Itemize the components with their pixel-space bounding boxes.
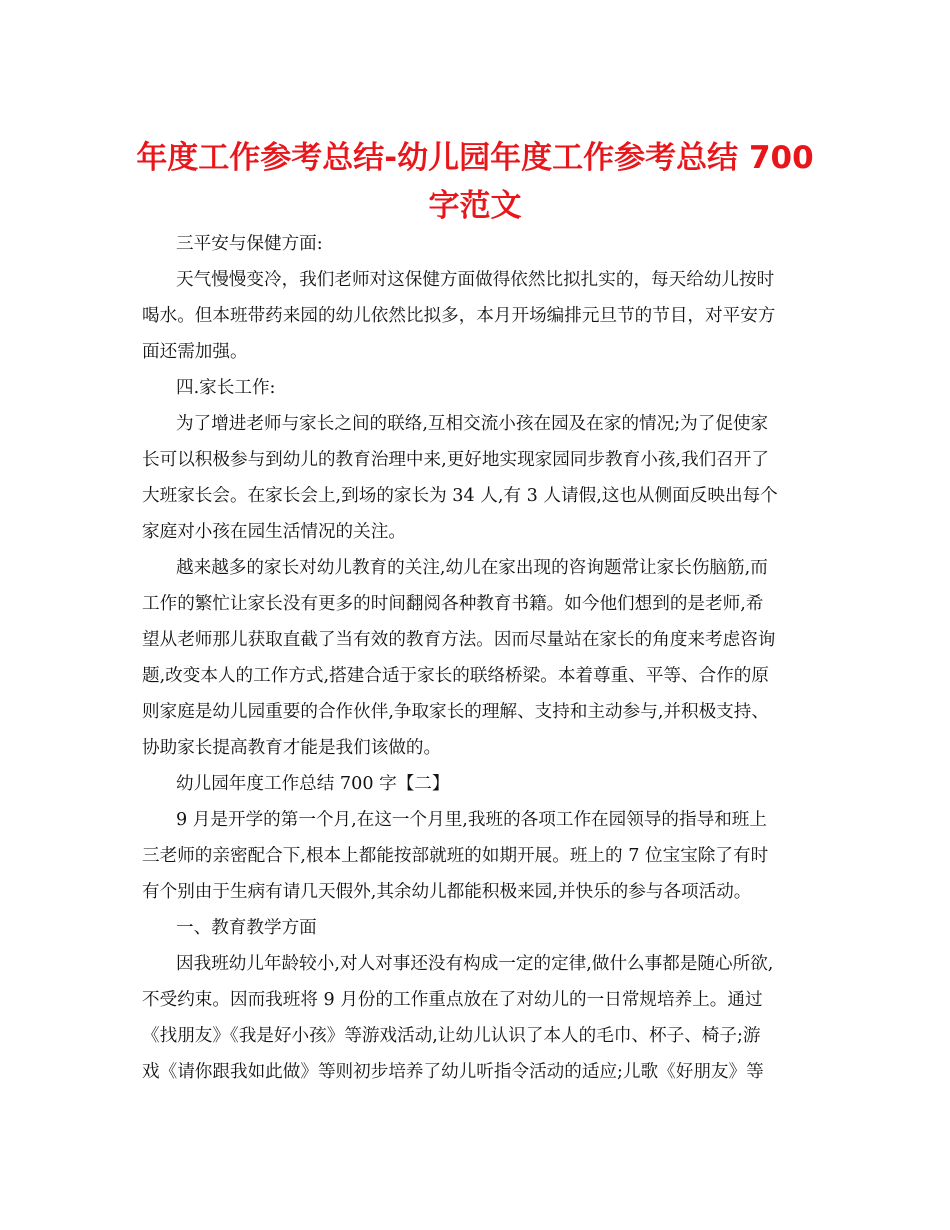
paragraph-line: 题,改变本人的工作方式,搭建合适于家长的联络桥梁。本着尊重、平等、合作的原 xyxy=(142,666,769,686)
paragraph-line: 《找朋友》《我是好小孩》等游戏活动,让幼儿认识了本人的毛巾、杯子、椅子;游 xyxy=(142,1026,761,1046)
paragraph-line: 工作的繁忙让家长没有更多的时间翻阅各种教育书籍。如今他们想到的是老师,希 xyxy=(142,594,764,614)
paragraph-line: 面还需加强。 xyxy=(142,342,248,362)
paragraph-line: 天气慢慢变冷，我们老师对这保健方面做得依然比拟扎实的，每天给幼儿按时 xyxy=(176,270,775,290)
paragraph-line: 家庭对小孩在园生活情况的关注。 xyxy=(142,522,406,542)
paragraph-line: 为了增进老师与家长之间的联络,互相交流小孩在园及在家的情况;为了促使家 xyxy=(176,414,769,434)
heading-parent-work: 四.家长工作: xyxy=(176,378,276,398)
document-title-line-2: 字范文 xyxy=(428,188,522,224)
paragraph-line: 喝水。但本班带药来园的幼儿依然比拟多，本月开场编排元旦节的节目，对平安方 xyxy=(142,306,776,326)
paragraph-line: 则家庭是幼儿园重要的合作伙伴,争取家长的理解、支持和主动参与,并积极支持、 xyxy=(142,702,769,722)
heading-safety-health: 三平安与保健方面: xyxy=(176,234,323,254)
paragraph-line: 不受约束。因而我班将 9 月份的工作重点放在了对幼儿的一日常规培养上。通过 xyxy=(142,990,763,1010)
paragraph-line: 三老师的亲密配合下,根本上都能按部就班的如期开展。班上的 7 位宝宝除了有时 xyxy=(142,846,769,866)
paragraph-line: 戏《请你跟我如此做》等则初步培养了幼儿听指令活动的适应;儿歌《好朋友》等 xyxy=(142,1062,764,1082)
paragraph-line: 大班家长会。在家长会上,到场的家长为 34 人,有 3 人请假,这也从侧面反映出每个 xyxy=(142,486,778,506)
paragraph-line: 9 月是开学的第一个月,在这一个月里,我班的各项工作在园领导的指导和班上 xyxy=(176,810,767,830)
paragraph-line: 越来越多的家长对幼儿教育的关注,幼儿在家出现的咨询题常让家长伤脑筋,而 xyxy=(176,558,768,578)
paragraph-line: 长可以积极参与到幼儿的教育治理中来,更好地实现家园同步教育小孩,我们召开了 xyxy=(142,450,769,470)
document-title-line-1: 年度工作参考总结-幼儿园年度工作参考总结 700 xyxy=(136,140,814,176)
heading-summary-two: 幼儿园年度工作总结 700 字【二】 xyxy=(176,774,450,794)
heading-education-teaching: 一、教育教学方面 xyxy=(176,918,317,938)
paragraph-line: 望从老师那儿获取直截了当有效的教育方法。因而尽量站在家长的角度来考虑咨询 xyxy=(142,630,776,650)
paragraph-line: 有个别由于生病有请几天假外,其余幼儿都能积极来园,并快乐的参与各项活动。 xyxy=(142,882,752,902)
paragraph-line: 协助家长提高教育才能是我们该做的。 xyxy=(142,738,442,758)
paragraph-line: 因我班幼儿年龄较小,对人对事还没有构成一定的定律,做什么事都是随心所欲, xyxy=(176,954,774,974)
